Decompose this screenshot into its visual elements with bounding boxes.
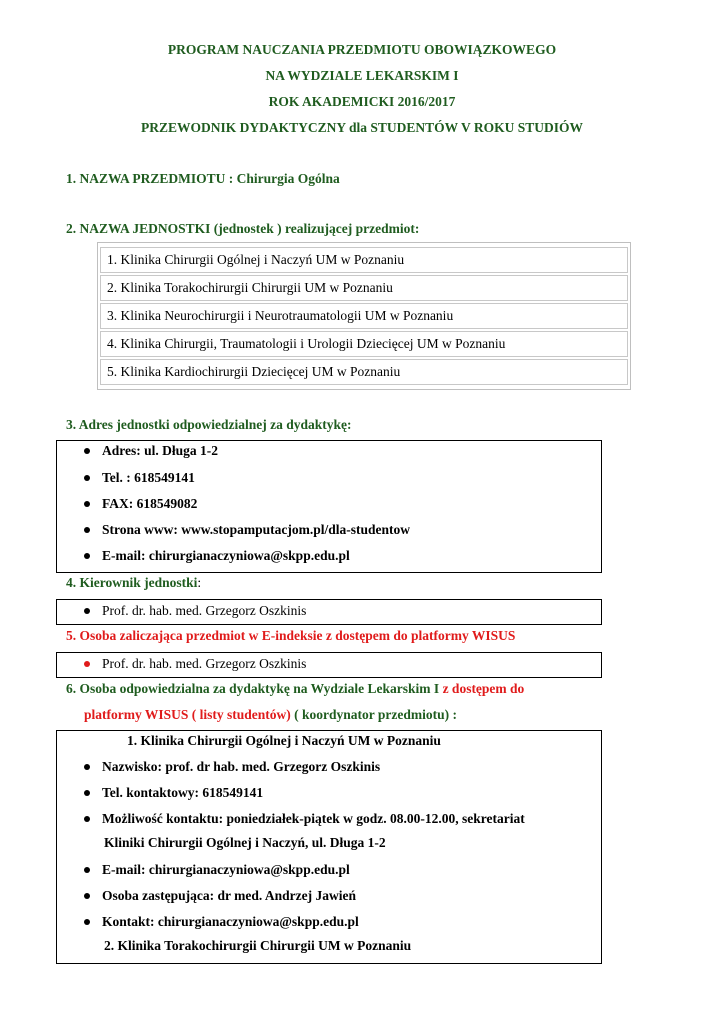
bullet-icon	[84, 790, 90, 796]
fax-text: FAX: 618549082	[102, 496, 198, 511]
coordinator-email: E-mail: chirurgianaczyniowa@skpp.edu.pl	[102, 862, 350, 877]
contact-hours: Możliwość kontaktu: poniedziałek-piątek w godz. 08.00-12.00, sekretariat	[102, 811, 525, 826]
section-3-title: 3. Adres jednostki odpowiedzialnej za dydaktykę:	[66, 417, 352, 432]
substitute-contact: Kontakt: chirurgianaczyniowa@skpp.edu.pl	[102, 914, 359, 929]
unit-row: 4. Klinika Chirurgii, Traumatologii i Urologii Dziecięcej UM w Poznaniu	[100, 331, 628, 357]
coordinator-name: Nazwisko: prof. dr hab. med. Grzegorz Oszkinis	[102, 759, 381, 774]
section-6-label-b: z dostępem do	[439, 681, 525, 696]
bullet-icon	[84, 448, 90, 454]
section-6-label-a: 6. Osoba odpowiedzialna za dydaktykę na Wydziale Lekarskim I	[66, 681, 440, 696]
list-item	[84, 522, 410, 538]
bullet-icon	[84, 816, 90, 822]
unit-row: 5. Klinika Kardiochirurgii Dziecięcej UM w Poznaniu	[100, 359, 628, 385]
section-6-title-line-1	[66, 681, 524, 697]
section-6-label-d: ( koordynator przedmiotu) :	[290, 707, 458, 722]
header-line-1: PROGRAM NAUCZANIA PRZEDMIOTU OBOWIĄZKOWEGO	[167, 42, 557, 57]
section-6-title-line-2	[84, 707, 457, 723]
examiner-person: Prof. dr. hab. med. Grzegorz Oszkinis	[102, 656, 307, 671]
section-1-title: 1. NAZWA PRZEDMIOTU : Chirurgia Ogólna	[66, 171, 340, 186]
unit-row: 2. Klinika Torakochirurgii Chirurgii UM w Poznaniu	[100, 275, 628, 301]
list-item	[84, 759, 380, 775]
header-line-3: ROK AKADEMICKI 2016/2017	[268, 94, 456, 109]
head-person: Prof. dr. hab. med. Grzegorz Oszkinis	[102, 603, 307, 618]
unit-row: 1. Klinika Chirurgii Ogólnej i Naczyń UM w Poznaniu	[100, 247, 628, 273]
section-4-colon: :	[197, 575, 202, 590]
substitute-person: Osoba zastępująca: dr med. Andrzej Jawień	[102, 888, 356, 903]
contact-hours-continued: Kliniki Chirurgii Ogólnej i Naczyń, ul. Długa 1-2	[104, 835, 386, 850]
header-line-2: NA WYDZIALE LEKARSKIM I	[265, 68, 459, 83]
website-text: Strona www: www.stopamputacjom.pl/dla-studentow	[102, 522, 411, 537]
bullet-icon	[84, 553, 90, 559]
bullet-icon	[84, 501, 90, 507]
section-5-title: 5. Osoba zaliczająca przedmiot w E-indeksie z dostępem do platformy WISUS	[66, 628, 516, 643]
section-2-title: 2. NAZWA JEDNOSTKI (jednostek ) realizującej przedmiot:	[66, 221, 420, 236]
phone-text: Tel. : 618549141	[102, 470, 195, 485]
list-item	[84, 656, 306, 672]
email-text: E-mail: chirurgianaczyniowa@skpp.edu.pl	[102, 548, 350, 563]
units-table	[97, 242, 631, 390]
unit-row: 3. Klinika Neurochirurgii i Neurotraumatologii UM w Poznaniu	[100, 303, 628, 329]
section-6-label-c: platformy WISUS ( listy studentów)	[84, 707, 291, 722]
list-item	[84, 470, 195, 486]
list-item	[84, 862, 350, 878]
coordinator-phone: Tel. kontaktowy: 618549141	[102, 785, 264, 800]
bullet-icon	[84, 893, 90, 899]
bullet-icon	[84, 919, 90, 925]
list-item	[84, 914, 359, 930]
list-item	[84, 603, 306, 619]
list-item	[84, 785, 263, 801]
list-item	[84, 811, 525, 827]
clinic-2-title: 2. Klinika Torakochirurgii Chirurgii UM w Poznaniu	[104, 938, 412, 953]
section-4-title	[66, 575, 201, 591]
bullet-icon	[84, 475, 90, 481]
list-item	[84, 888, 356, 904]
clinic-1-title: 1. Klinika Chirurgii Ogólnej i Naczyń UM w Poznaniu	[127, 733, 441, 748]
list-item	[84, 548, 350, 564]
bullet-icon	[84, 608, 90, 614]
address-text: Adres: ul. Długa 1-2	[102, 443, 219, 458]
header-line-4: PRZEWODNIK DYDAKTYCZNY dla STUDENTÓW V ROKU STUDIÓW	[140, 120, 584, 135]
list-item	[84, 443, 218, 459]
bullet-icon	[84, 867, 90, 873]
list-item	[84, 496, 197, 512]
bullet-icon	[84, 661, 90, 667]
section-4-label: 4. Kierownik jednostki	[66, 575, 198, 590]
bullet-icon	[84, 764, 90, 770]
bullet-icon	[84, 527, 90, 533]
